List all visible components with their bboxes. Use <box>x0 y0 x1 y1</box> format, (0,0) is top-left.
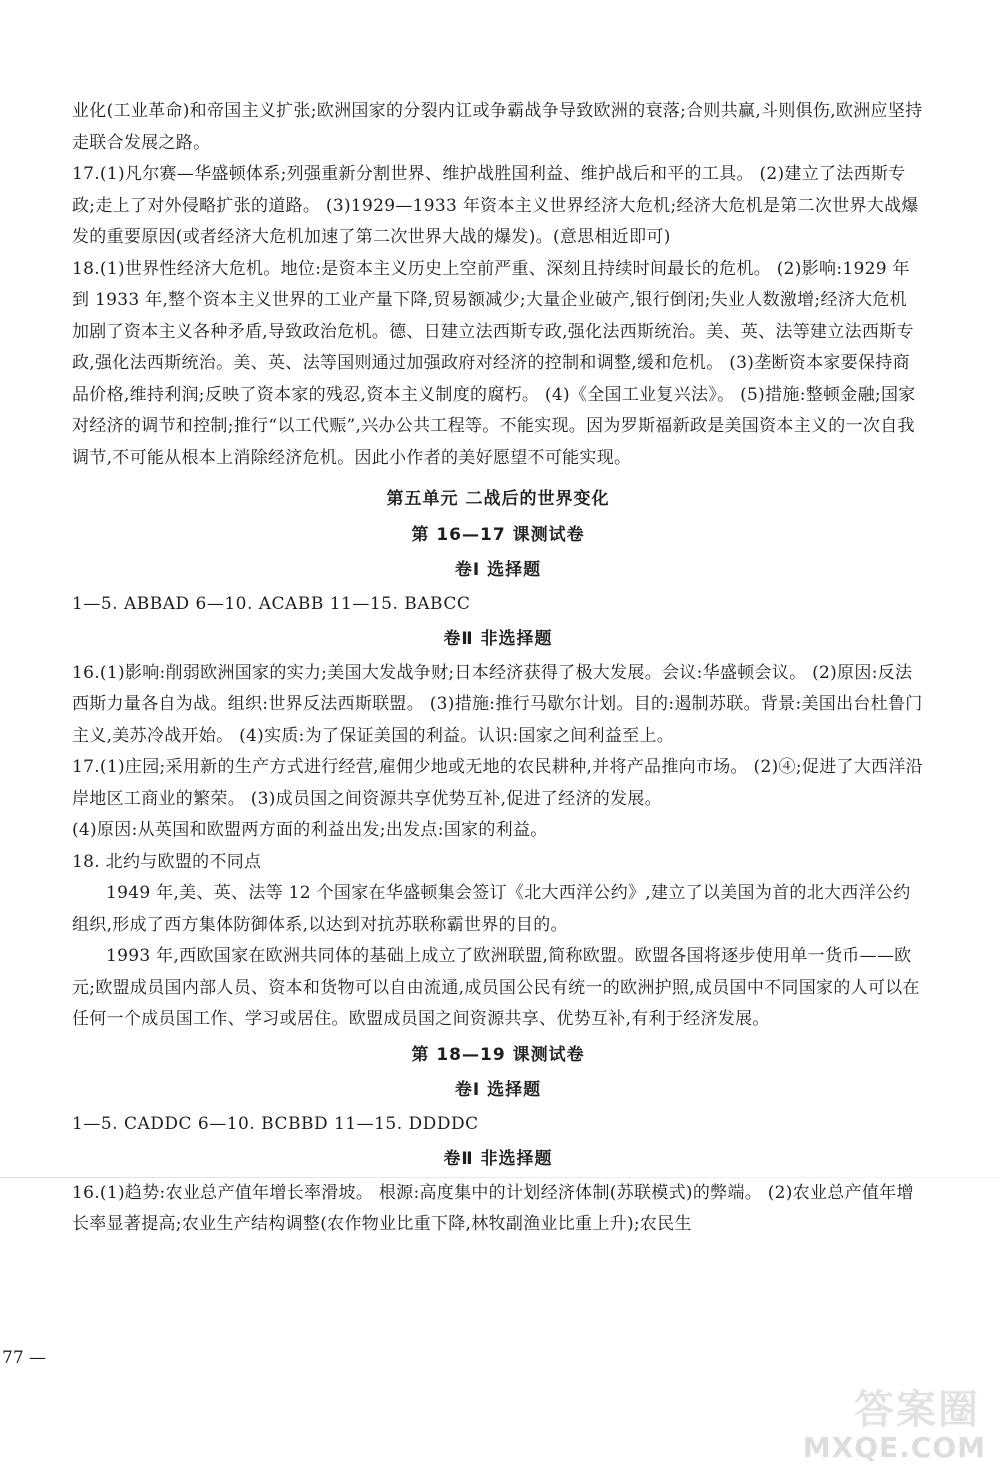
watermark-url: MXQE.COM <box>802 1431 986 1464</box>
part1-title: 卷Ⅰ 选择题 <box>454 1080 542 1100</box>
question-18-title: 18. 北约与欧盟的不同点 <box>72 851 262 872</box>
page-number: 77 — <box>2 1348 47 1368</box>
watermark <box>766 1378 986 1468</box>
part2-title: 卷Ⅱ 非选择题 <box>443 629 553 649</box>
question-17-answer: 17.(1)凡尔赛—华盛顿体系;列强重新分割世界、维护战胜国利益、维护战后和平的工具。 (2)建立了法西斯专政;走上了对外侵略扩张的道路。 (3)1929—1933 年资本主义世界经济大危机;经济大危机是第二次世界大战爆发的重要原因(或者经济大危机加速了第二次世界大战的爆发)。(意思相近即可) <box>72 164 919 247</box>
unit-title: 第五单元 二战后的世界变化 <box>386 489 610 509</box>
test-title-18-19: 第 18—19 课测试卷 <box>411 1044 585 1065</box>
test-title-16-17: 第 16—17 课测试卷 <box>411 524 585 545</box>
choice-answers: 1—5. ABBAD 6—10. ACABB 11—15. BABCC <box>72 593 471 614</box>
question-17-part4: (4)原因:从英国和欧盟两方面的利益出发;出发点:国家的利益。 <box>72 820 548 840</box>
paragraph-continuation: 业化(工业革命)和帝国主义扩张;欧洲国家的分裂内讧或争霸战争导致欧洲的衰落;合则共赢,斗则俱伤,欧洲应坚持走联合发展之路。 <box>72 101 923 153</box>
page-fold-line <box>0 1177 1000 1178</box>
question-16-answer: 16.(1)影响:削弱欧洲国家的实力;美国大发战争财;日本经济获得了极大发展。会议:华盛顿会议。 (2)原因:反法西斯力量各自为战。组织:世界反法西斯联盟。 (3)措施:推行马歇尔计划。目的:遏制苏联。背景:美国出台杜鲁门主义,美苏冷战开始。 (4)实质:为了保证美国的利益。认识:国家之间利益至上。 <box>72 662 923 746</box>
choice-answers: 1—5. CADDC 6—10. BCBBD 11—15. DDDDC <box>72 1113 479 1134</box>
eu-paragraph: 1993 年,西欧国家在欧洲共同体的基础上成立了欧洲联盟,简称欧盟。欧盟各国将逐步使用单一货币——欧元;欧盟成员国内部人员、资本和货物可以自由流通,成员国公民有统一的欧洲护照,成员国中不同国家的人可以在任何一个成员国工作、学习或居住。欧盟成员国之间资源共享、优势互补,有利于经济发展。 <box>72 946 920 1029</box>
part1-title: 卷Ⅰ 选择题 <box>454 560 542 580</box>
question-17-answer: 17.(1)庄园;采用新的生产方式进行经营,雇佣少地或无地的农民耕种,并将产品推向市场。 (2)④;促进了大西洋沿岸地区工商业的繁荣。 (3)成员国之间资源共享优势互补,促进了经济的发展。 <box>72 757 923 809</box>
nato-paragraph: 1949 年,美、英、法等 12 个国家在华盛顿集会签订《北大西洋公约》,建立了以美国为首的北大西洋公约组织,形成了西方集体防御体系,以达到对抗苏联称霸世界的目的。 <box>72 883 911 935</box>
part2-title: 卷Ⅱ 非选择题 <box>443 1149 553 1169</box>
page-content <box>72 96 924 1241</box>
question-16-answer: 16.(1)趋势:农业总产值年增长率滑坡。 根源:高度集中的计划经济体制(苏联模式)的弊端。 (2)农业总产值年增长率显著提高;农业生产结构调整(农作物业比重下降,林牧副渔业比重上升);农民生 <box>72 1182 914 1234</box>
question-18-answer: 18.(1)世界性经济大危机。地位:是资本主义历史上空前严重、深刻且持续时间最长的危机。 (2)影响:1929 年到 1933 年,整个资本主义世界的工业产量下降,贸易额减少;大量企业破产,银行倒闭;失业人数激增;经济大危机加剧了资本主义各种矛盾,导致政治危机。德、日建立法西斯专政,强化法西斯统治。美、英、法等建立法西斯专政,强化法西斯统治。美、英、法等国则通过加强政府对经济的控制和调整,缓和危机。 (3)垄断资本家要保持商品价格,维持利润;反映了资本家的残忍,资本主义制度的腐朽。 (4)《全国工业复兴法》。 (5)措施:整顿金融;国家对经济的调节和控制;推行“以工代赈”,兴办公共工程等。不能实现。因为罗斯福新政是美国资本主义的一次自我调节,不可能从根本上消除经济危机。因此小作者的美好愿望不可能实现。 <box>72 258 916 468</box>
watermark-logo: 答案圈 <box>854 1387 980 1433</box>
